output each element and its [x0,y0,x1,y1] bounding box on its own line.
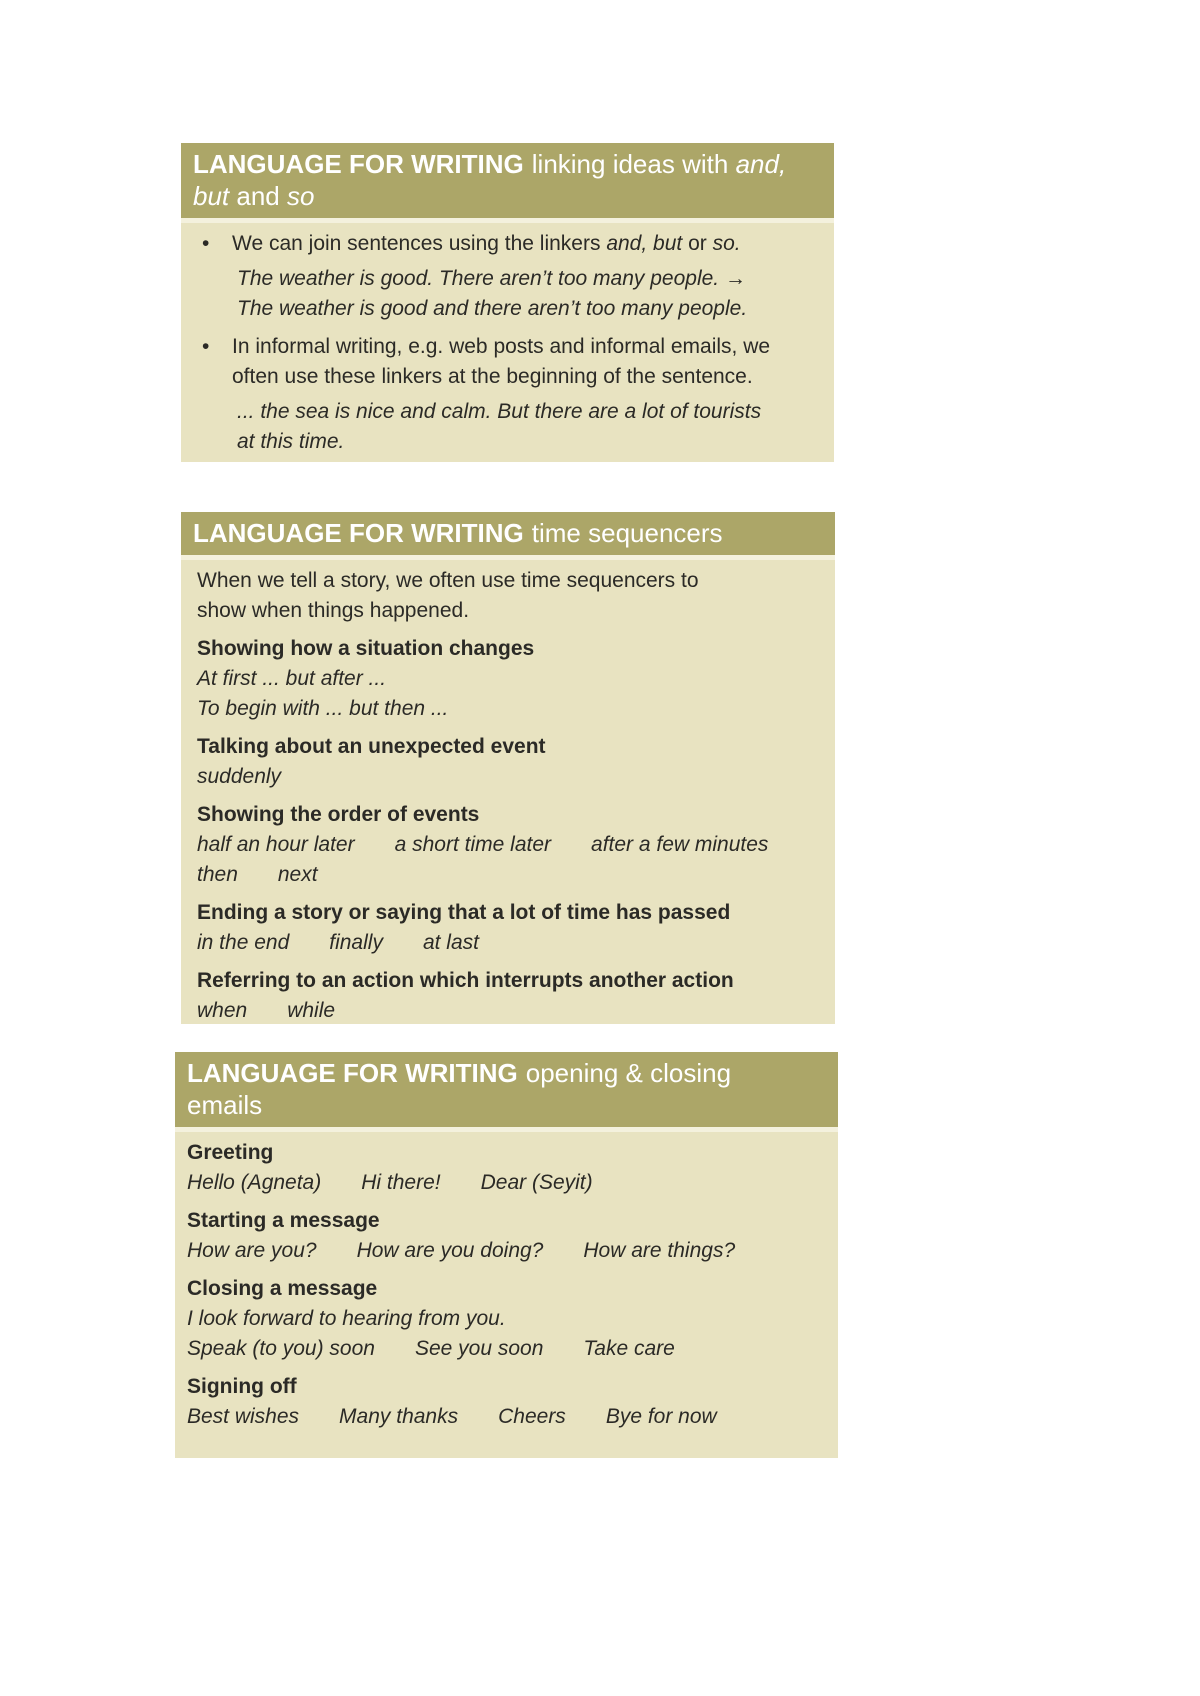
example-row: Hello (Agneta) Hi there! Dear (Seyit) [187,1171,593,1194]
example-text: At first ... but after ... [197,667,387,690]
example-row: Best wishes Many thanks Cheers Bye for now [187,1405,717,1428]
section-heading: Showing how a situation changes [197,637,535,660]
section-heading: Signing off [187,1375,297,1398]
section-heading: Showing the order of events [197,803,480,826]
section-heading: Ending a story or saying that a lot of time has passed [197,901,731,924]
emails-body [175,1132,838,1440]
bullet-icon: • [202,335,210,358]
box-title-line2: emails [187,1090,263,1120]
box-title-rest: linking ideas with and, but and so [193,149,787,211]
section-heading: Greeting [187,1141,274,1164]
example-row: half an hour later a short time later after a few minutes [197,833,769,856]
bullet-text: In informal writing, e.g. web posts and informal emails, we often use these linkers at the beginning of the sentence. [232,335,771,388]
linking-ideas-body [181,223,834,465]
box-title-bold: LANGUAGE FOR WRITING [193,149,524,179]
box-title-bold: LANGUAGE FOR WRITING [193,518,524,548]
emails-box [175,1052,838,1458]
section-heading: Talking about an unexpected event [197,735,546,758]
box-title-rest: time sequencers [531,518,723,548]
bullet-item [197,229,818,259]
example-text: ... the sea is nice and calm. But there are a lot of tourists at this time. [237,400,762,453]
example-text: The weather is good. There aren’t too many people. → The weather is good and there aren’t too many people. [237,267,748,320]
example-text: suddenly [197,765,282,788]
example-row: in the end finally at last [197,931,479,954]
time-sequencers-header [181,512,835,560]
example-row: when while [197,999,336,1022]
bullet-item [197,332,818,392]
intro-text: When we tell a story, we often use time sequencers to show when things happened. [197,569,699,622]
box-title-rest: opening & closing [525,1058,732,1088]
box-title-bold: LANGUAGE FOR WRITING [187,1058,518,1088]
bullet-text: We can join sentences using the linkers and, but or so. [232,232,741,255]
linking-ideas-box [181,143,834,462]
time-sequencers-body [181,560,835,1034]
example-row: then next [197,863,318,886]
linking-ideas-header [181,143,834,223]
example-text: To begin with ... but then ... [197,697,449,720]
section-heading: Referring to an action which interrupts another action [197,969,734,992]
section-heading: Closing a message [187,1277,378,1300]
time-sequencers-box [181,512,835,1024]
example-row: Speak (to you) soon See you soon Take care [187,1337,675,1360]
example-text: I look forward to hearing from you. [187,1307,506,1330]
emails-header [175,1052,838,1132]
section-heading: Starting a message [187,1209,380,1232]
example-row: How are you? How are you doing? How are things? [187,1239,736,1262]
bullet-icon: • [202,232,210,255]
